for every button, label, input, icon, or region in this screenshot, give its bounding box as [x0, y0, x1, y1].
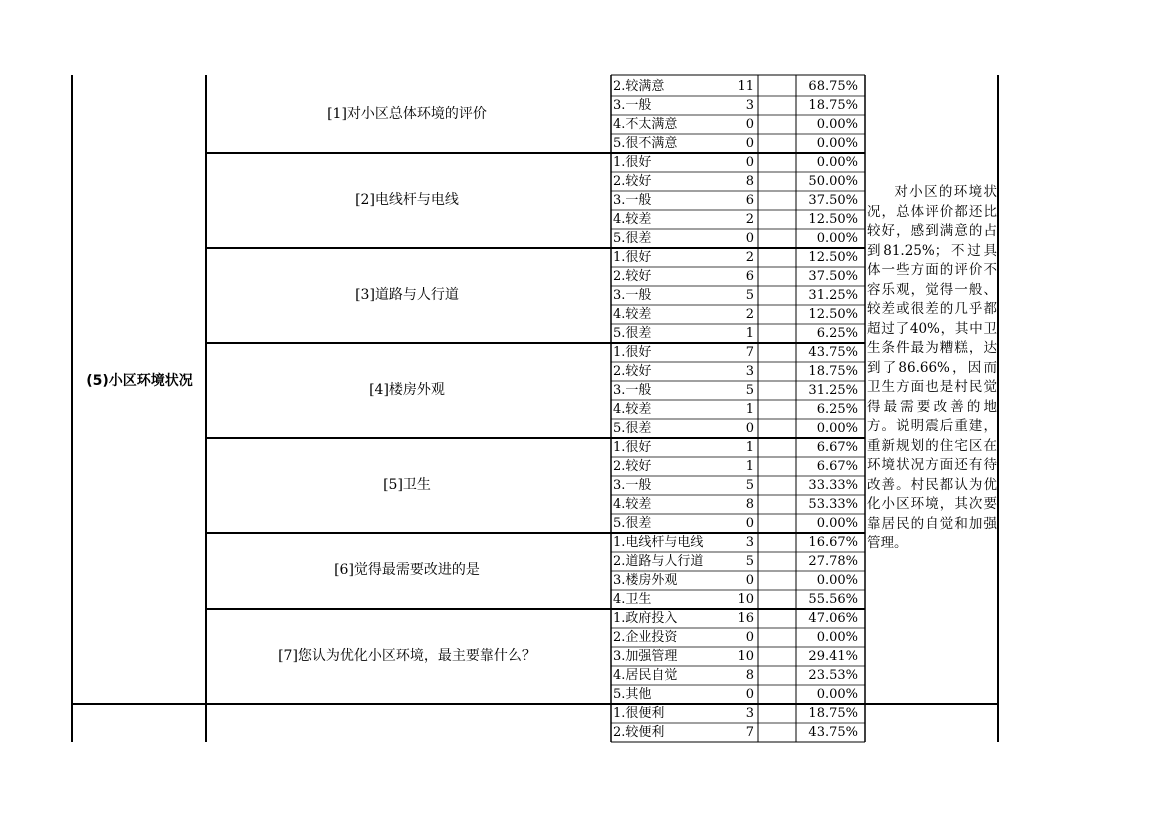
percent-value: 6.25% [816, 326, 858, 341]
percent-value: 68.75% [808, 79, 858, 94]
count-value: 6 [745, 193, 754, 208]
percent-value: 18.75% [808, 706, 858, 721]
percent-value: 27.78% [808, 554, 858, 569]
percent-value: 6.25% [816, 402, 858, 417]
count-value: 0 [745, 421, 754, 436]
percent-value: 43.75% [808, 725, 858, 740]
analysis-comment-text: 对小区的环境状况，总体评价都还比较好，感到满意的占到81.25%；不过具体一些方面的评价不容乐观，觉得一般、较差或很差的几乎都超过了40%，其中卫生条件最为糟糕，达到了86.66%，因而卫生方面也是村民觉得最需要改善的地方。说明震后重建，重新规划的住宅区在环境状况方面还有待改善。村民都认为优化小区环境，其次要靠居民的自觉和加强管理。 [867, 184, 997, 551]
count-value: 0 [745, 155, 754, 170]
percent-value: 37.50% [808, 269, 858, 284]
count-value: 3 [745, 535, 754, 550]
option-label: 1.电线杆与电线 [613, 535, 704, 550]
percent-value: 55.56% [808, 592, 858, 607]
question-label: [6]觉得最需要改进的是 [334, 562, 480, 578]
option-label: 4.较差 [613, 307, 652, 322]
count-value: 0 [745, 573, 754, 588]
question-label: [5]卫生 [383, 476, 431, 493]
count-value: 8 [745, 174, 754, 189]
count-value: 10 [737, 592, 754, 607]
percent-value: 18.75% [808, 364, 858, 379]
option-label: 1.政府投入 [613, 611, 678, 626]
option-label: 1.很好 [613, 440, 652, 455]
percent-value: 43.75% [808, 345, 858, 360]
section-label: (5)小区环境状况 [86, 373, 193, 389]
count-value: 0 [745, 231, 754, 246]
option-label: 5.很差 [613, 326, 652, 341]
percent-value: 16.67% [808, 535, 858, 550]
option-label: 4.较差 [613, 497, 652, 512]
count-value: 0 [745, 516, 754, 531]
option-label: 4.较差 [613, 402, 652, 417]
option-label: 5.很差 [613, 231, 652, 246]
option-label: 4.居民自觉 [613, 668, 678, 683]
option-label: 3.一般 [613, 193, 652, 208]
option-label: 5.很差 [613, 421, 652, 436]
option-label: 2.较好 [613, 269, 652, 284]
count-value: 3 [745, 706, 754, 721]
count-value: 10 [737, 649, 754, 664]
percent-value: 0.00% [816, 117, 858, 132]
option-label: 1.很好 [613, 155, 652, 170]
question-label: [1]对小区总体环境的评价 [327, 106, 487, 122]
count-value: 0 [745, 630, 754, 645]
percent-value: 6.67% [816, 440, 858, 455]
percent-value: 31.25% [808, 383, 858, 398]
question-label: [2]电线杆与电线 [355, 191, 459, 208]
count-value: 1 [745, 402, 754, 417]
option-label: 5.其他 [613, 687, 652, 702]
option-label: 3.楼房外观 [613, 573, 678, 588]
percent-value: 53.33% [808, 497, 858, 512]
count-value: 3 [745, 98, 754, 113]
option-label: 3.加强管理 [613, 649, 678, 664]
option-label: 2.道路与人行道 [613, 554, 704, 569]
percent-value: 47.06% [808, 611, 858, 626]
count-value: 1 [745, 326, 754, 341]
question-label: [7]您认为优化小区环境，最主要靠什么？ [278, 647, 536, 664]
count-value: 2 [745, 212, 754, 227]
count-value: 0 [745, 117, 754, 132]
option-label: 2.较便利 [613, 725, 665, 740]
count-value: 16 [737, 611, 754, 626]
option-label: 4.较差 [613, 212, 652, 227]
option-label: 2.较好 [613, 459, 652, 474]
count-value: 3 [745, 364, 754, 379]
option-label: 1.很好 [613, 250, 652, 265]
count-value: 8 [745, 668, 754, 683]
option-label: 2.较好 [613, 364, 652, 379]
count-value: 7 [745, 725, 754, 740]
count-value: 7 [745, 345, 754, 360]
count-value: 2 [745, 250, 754, 265]
count-value: 1 [745, 440, 754, 455]
option-label: 3.一般 [613, 478, 652, 493]
option-label: 3.一般 [613, 383, 652, 398]
percent-value: 0.00% [816, 516, 858, 531]
count-value: 5 [745, 288, 754, 303]
count-value: 6 [745, 269, 754, 284]
option-label: 2.较好 [613, 174, 652, 189]
count-value: 1 [745, 459, 754, 474]
percent-value: 29.41% [808, 649, 858, 664]
percent-value: 0.00% [816, 136, 858, 151]
option-label: 2.较满意 [613, 79, 665, 94]
percent-value: 0.00% [816, 573, 858, 588]
percent-value: 0.00% [816, 687, 858, 702]
option-label: 1.很好 [613, 345, 652, 360]
percent-value: 50.00% [808, 174, 858, 189]
option-label: 4.卫生 [613, 592, 652, 607]
percent-value: 0.00% [816, 421, 858, 436]
option-label: 5.很不满意 [613, 136, 678, 151]
option-label: 5.很差 [613, 516, 652, 531]
count-value: 11 [737, 79, 754, 94]
count-value: 2 [745, 307, 754, 322]
count-value: 0 [745, 136, 754, 151]
percent-value: 18.75% [808, 98, 858, 113]
percent-value: 37.50% [808, 193, 858, 208]
option-label: 2.企业投资 [613, 630, 678, 645]
percent-value: 0.00% [816, 231, 858, 246]
count-value: 0 [745, 687, 754, 702]
count-value: 5 [745, 383, 754, 398]
percent-value: 23.53% [808, 668, 858, 683]
percent-value: 0.00% [816, 155, 858, 170]
option-label: 1.很便利 [613, 706, 665, 721]
count-value: 8 [745, 497, 754, 512]
option-label: 4.不太满意 [613, 117, 678, 132]
percent-value: 12.50% [808, 307, 858, 322]
percent-value: 12.50% [808, 250, 858, 265]
analysis-comment [867, 183, 997, 554]
question-label: [3]道路与人行道 [355, 286, 459, 303]
percent-value: 12.50% [808, 212, 858, 227]
percent-value: 0.00% [816, 630, 858, 645]
option-label: 3.一般 [613, 288, 652, 303]
percent-value: 33.33% [808, 478, 858, 493]
count-value: 5 [745, 554, 754, 569]
percent-value: 6.67% [816, 459, 858, 474]
question-label: [4]楼房外观 [369, 381, 445, 398]
count-value: 5 [745, 478, 754, 493]
option-label: 3.一般 [613, 98, 652, 113]
percent-value: 31.25% [808, 288, 858, 303]
